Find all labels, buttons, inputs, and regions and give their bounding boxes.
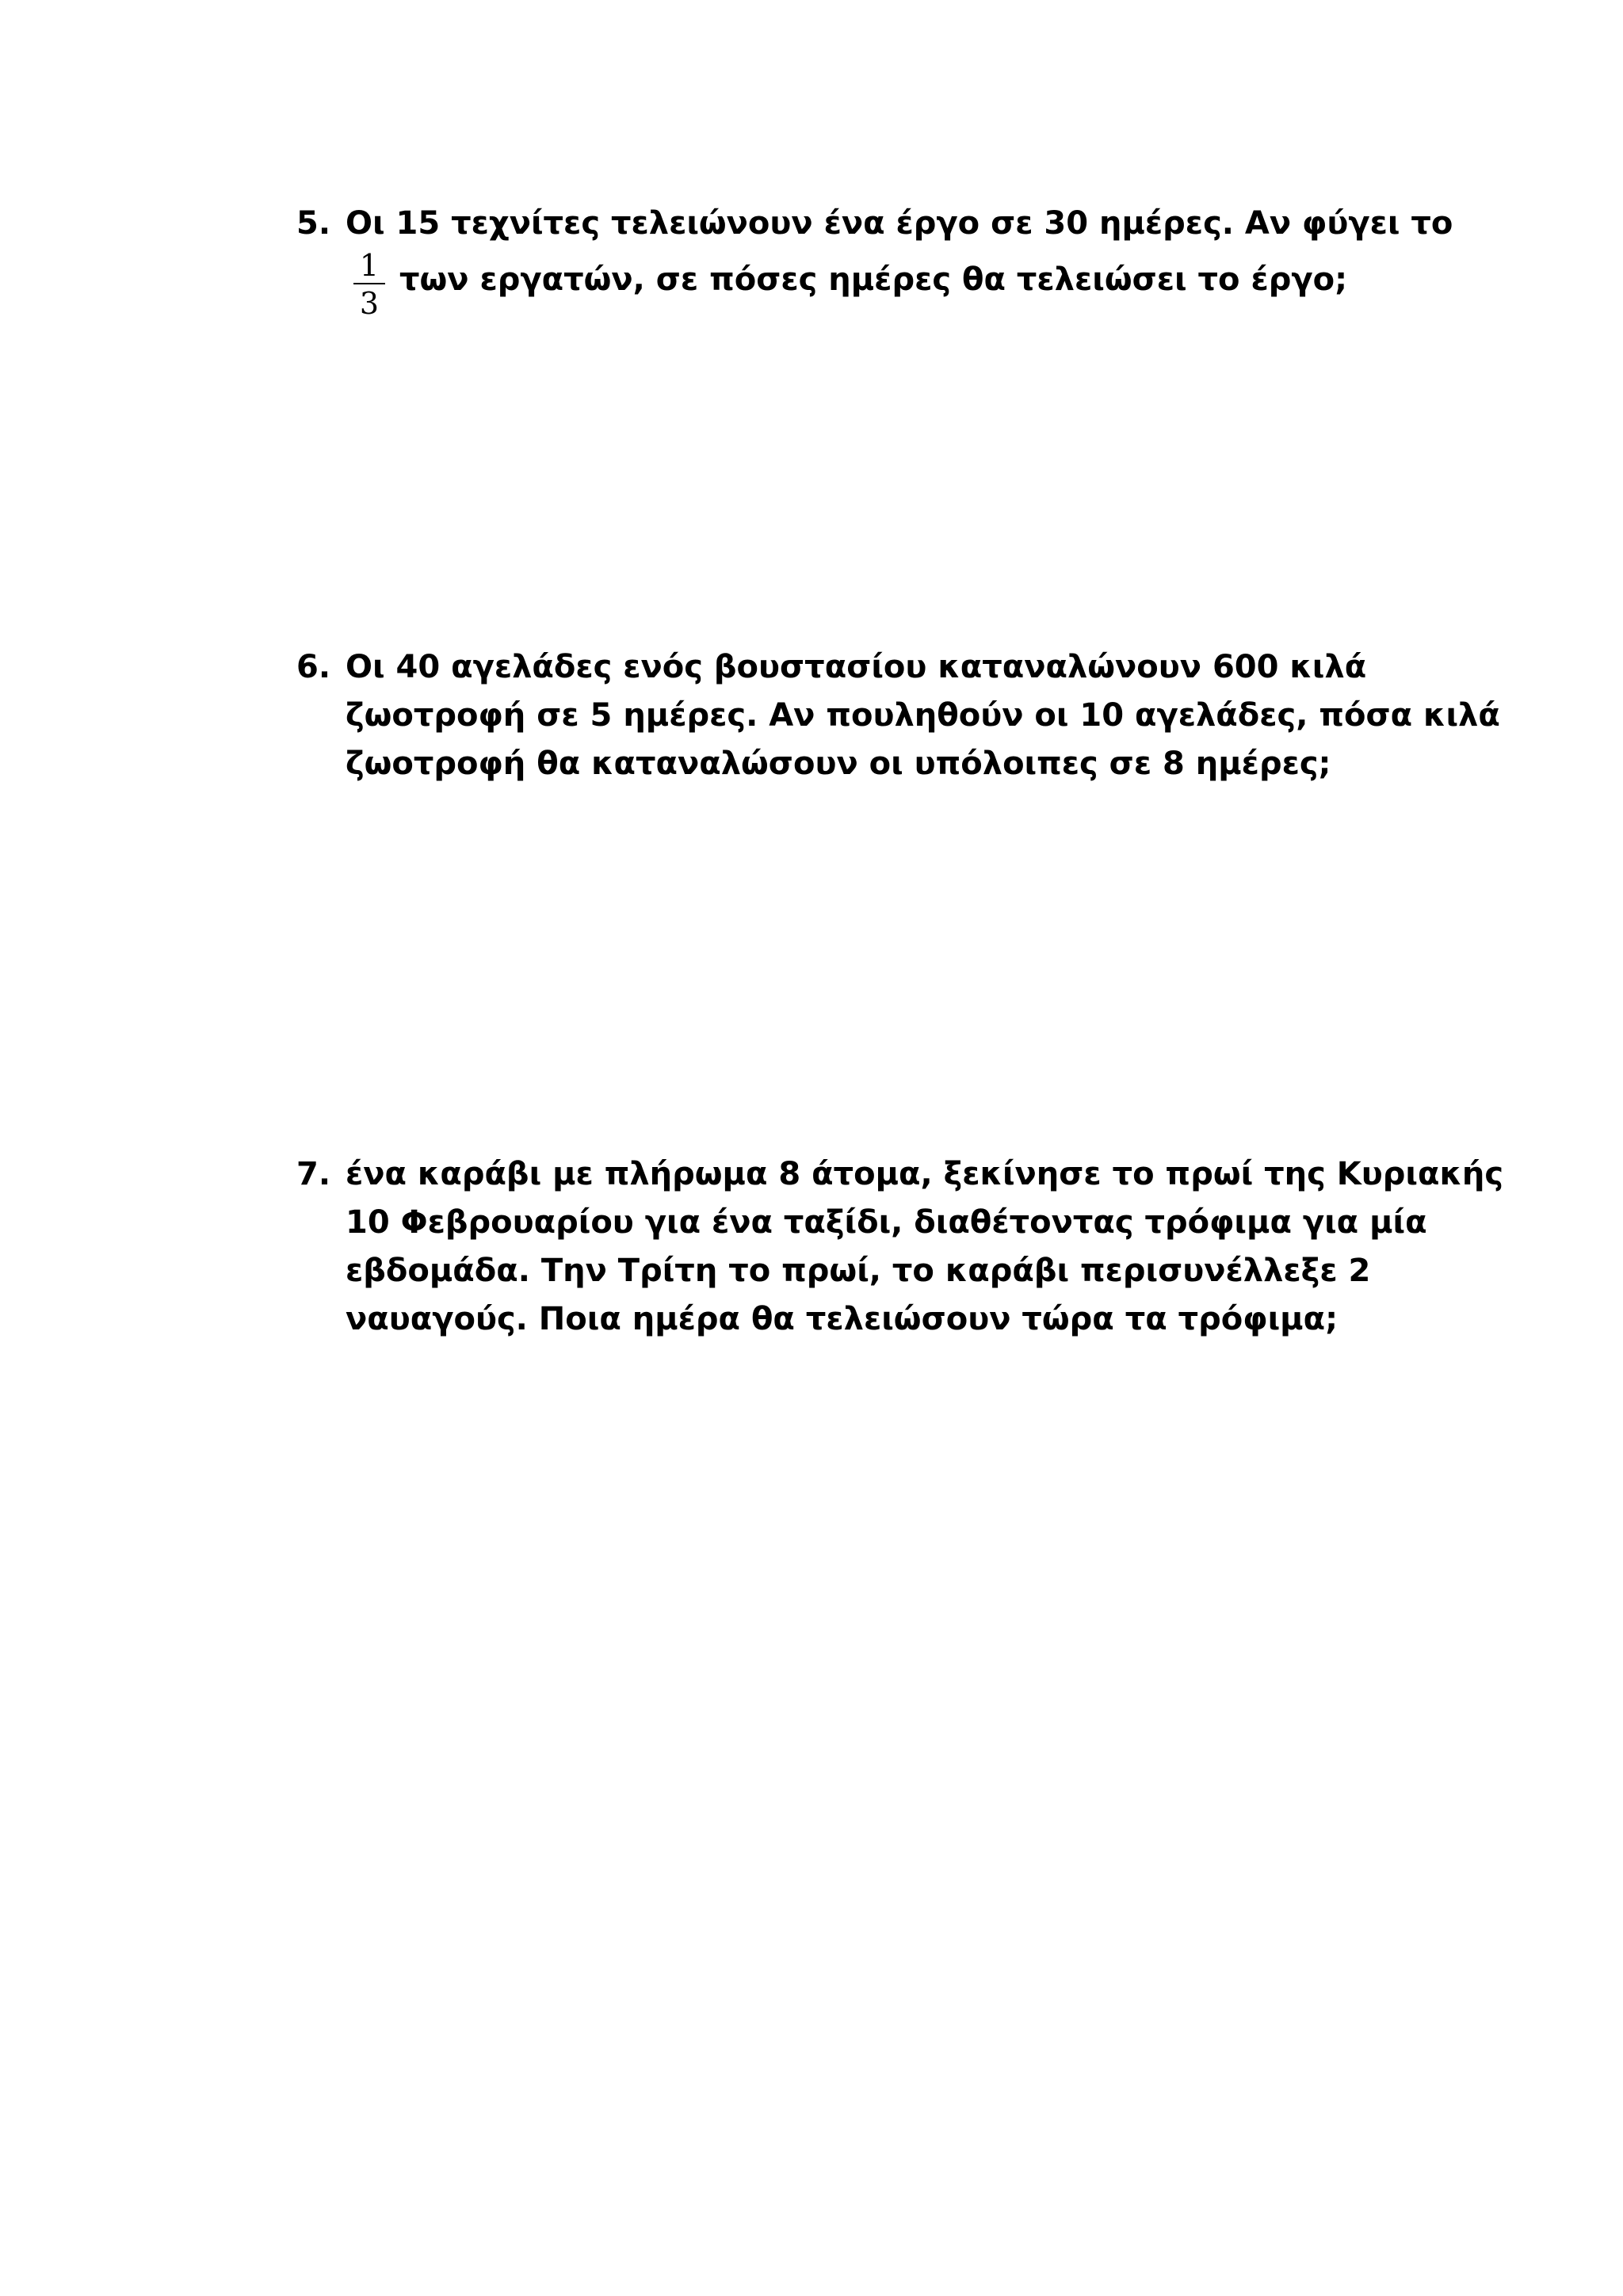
problem-text-line: ένα καράβι με πλήρωμα 8 άτομα, ξεκίνησε το πρωί της Κυριακής: [346, 1156, 1504, 1192]
problem-number: 5.: [296, 205, 331, 242]
fraction-numerator: 1: [359, 248, 380, 283]
problem-text-line: ζωοτροφή σε 5 ημέρες. Αν πουληθούν οι 10 αγελάδες, πόσα κιλά: [346, 697, 1500, 734]
problem-6: [296, 643, 1500, 788]
problem-5: [296, 200, 1453, 321]
problem-text-line: Οι 15 τεχνίτες τελειώνουν ένα έργο σε 30 ημέρες. Αν φύγει το: [346, 205, 1453, 242]
problem-text-line: εβδομάδα. Την Τρίτη το πρωί, το καράβι περισυνέλλεξε 2: [346, 1253, 1371, 1289]
problem-number: 7.: [296, 1156, 331, 1192]
problem-text-line: Οι 40 αγελάδες ενός βουστασίου καταναλώνουν 600 κιλά: [346, 649, 1367, 685]
fraction: [353, 250, 385, 319]
fraction-denominator: 3: [359, 286, 380, 321]
problem-text-line: ναυαγούς. Ποια ημέρα θα τελειώσουν τώρα τα τρόφιμα;: [346, 1301, 1338, 1337]
problem-text-line: των εργατών, σε πόσες ημέρες θα τελειώσει το έργο;: [399, 261, 1348, 298]
problem-number: 6.: [296, 649, 331, 685]
problem-7: [296, 1150, 1504, 1344]
fraction-bar: [353, 283, 385, 284]
fraction-line: [296, 248, 1422, 321]
problem-text-line: ζωοτροφή θα καταναλώσουν οι υπόλοιπες σε 8 ημέρες;: [346, 746, 1331, 782]
problem-text-line: 10 Φεβρουαρίου για ένα ταξίδι, διαθέτοντας τρόφιμα για μία: [346, 1204, 1427, 1241]
